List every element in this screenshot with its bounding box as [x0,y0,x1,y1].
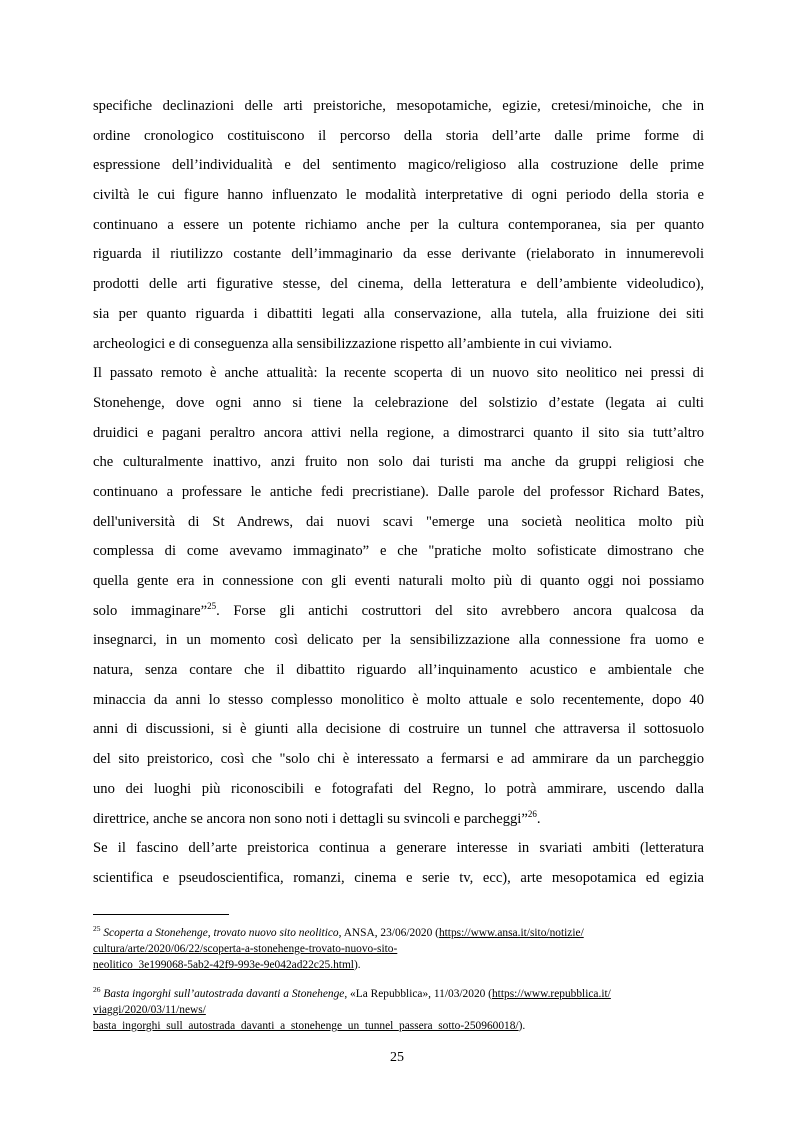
text-line: ordine cronologico costituiscono il percorso della storia dell’arte dalle prime forme di [93,127,704,144]
footnote-close: ). [353,959,361,971]
footnote-ref-26[interactable]: 26 [527,808,537,819]
footnote-line [93,1018,704,1034]
text-line: minaccia da anni lo stesso complesso monolitico è molto attuale e solo recentemente, dopo 40 [93,691,704,708]
footnote-link[interactable]: https://www.repubblica.it/ [491,988,611,1000]
text-line: Il passato remoto è anche attualità: la recente scoperta di un nuovo sito neolitico nei pressi di [93,365,704,382]
footnote-link[interactable]: cultura/arte/2020/06/22/scoperta-a-stonehenge-trovato-nuovo-sito- [93,943,398,955]
footnote-link[interactable]: https://www.ansa.it/sito/notizie/ [438,927,584,939]
text-line: scientifica e pseudoscientifica, romanzi, cinema e serie tv, ecc), arte mesopotamica ed egizia [93,869,704,886]
footnotes [93,925,704,1047]
footnote-line [93,986,704,1002]
text-line [93,597,704,627]
text-line: specifiche declinazioni delle arti preistoriche, mesopotamiche, egizie, cretesi/minoiche, che in [93,98,704,114]
text-line: anni di discussioni, si è giunti alla decisione di costruire un tunnel che attraversa il sottosuolo [93,721,704,738]
footnote-line [93,1002,704,1018]
footnote-separator [93,914,229,915]
footnote-link[interactable]: viaggi/2020/03/11/news/ [93,1004,206,1016]
text-line: prodotti delle arti figurative stesse, del cinema, della letteratura e dell’ambiente videoludico), [93,276,704,293]
text-line: uno dei luoghi più riconoscibili e fotografati del Regno, lo potrà ammirare, uscendo dalla [93,780,704,797]
text-line: Se il fascino dell’arte preistorica continua a generare interesse in svariati ambiti (letteratura [93,840,704,857]
text-line: continuano a essere un potente richiamo anche per la cultura contemporanea, sia per quanto [93,216,704,233]
footnote-26 [93,986,704,1034]
footnote-25 [93,925,704,973]
text-line: insegnarci, in un momento così delicato per la sensibilizzazione alla connessione fra uomo e [93,632,704,649]
text-line: sia per quanto riguarda i dibattiti legati alla conservazione, alla tutela, alla fruizione dei siti [93,305,704,322]
footnote-title: Scoperta a Stonehenge, trovato nuovo sito neolitico [103,927,339,939]
footnote-number: 25 [93,924,101,934]
text-segment: . [536,810,541,827]
footnote-line [93,925,704,941]
text-line [93,805,704,835]
footnote-line [93,941,704,957]
text-line: del sito preistorico, così che "solo chi è interessato a fermarsi e ad ammirare da un parcheggio [93,751,704,768]
body-text [93,92,704,894]
footnote-close: ). [518,1020,526,1032]
text-line: archeologici e di conseguenza alla sensibilizzazione rispetto all’ambiente in cui viviamo. [93,335,613,352]
footnote-title: Basta ingorghi sull’autostrada davanti a Stonehenge [103,988,345,1000]
footnote-source: , ANSA, 23/06/2020 ( [338,927,439,939]
text-line: Stonehenge, dove ogni anno si tiene la celebrazione del solstizio d’estate (legata ai culti [93,394,704,411]
text-line: riguarda il riutilizzo costante dell’immaginario da esse derivante (rielaborato in innumerevoli [93,246,704,263]
text-line: complessa di come avevamo immaginato” e che "pratiche molto sofisticate dimostrano che [93,543,704,560]
text-line: espressione dell’individualità e del sentimento magico/religioso alla costruzione delle prime [93,157,704,174]
text-line: che culturalmente inattivo, anzi fruito non solo dai turisti ma anche da gruppi religiosi che [93,454,704,471]
footnote-line [93,957,704,973]
text-segment: . Forse gli antichi costruttori del sito avrebbero ancora qualcosa da [216,602,705,619]
text-line: druidici e pagani peraltro ancora attivi nella regione, a dimostrarci quanto il sito sia tutt’altro [93,424,704,441]
text-line: dell'università di St Andrews, dai nuovi scavi "emerge una società neolitica molto più [93,513,704,530]
text-segment: solo immaginare” [93,602,208,619]
text-line: continuano a professare le antiche fedi precristiane). Dalle parole del professor Richard Bates, [93,483,704,500]
footnote-link[interactable]: neolitico_3e199068-5ab2-42f9-993e-9e042ad22c25.html [93,959,354,971]
text-line: quella gente era in connessione con gli eventi naturali molto più di quanto oggi noi possiamo [93,573,704,589]
footnote-number: 26 [93,985,101,995]
text-line: natura, senza contare che il dibattito riguardo all’inquinamento acustico e ambientale che [93,662,704,679]
page-number: 25 [390,1050,404,1065]
footnote-source: , «La Repubblica», 11/03/2020 ( [344,988,492,1000]
footnote-ref-25[interactable]: 25 [207,600,217,611]
footnote-link[interactable]: basta_ingorghi_sull_autostrada_davanti_a_stonehenge_un_tunnel_passera_sotto-250960018/ [93,1020,519,1032]
text-line: civiltà le cui figure hanno influenzato le modalità interpretative di ogni periodo della storia e [93,187,704,204]
text-segment: direttrice, anche se ancora non sono noti i dettagli su svincoli e parcheggi” [93,810,528,827]
